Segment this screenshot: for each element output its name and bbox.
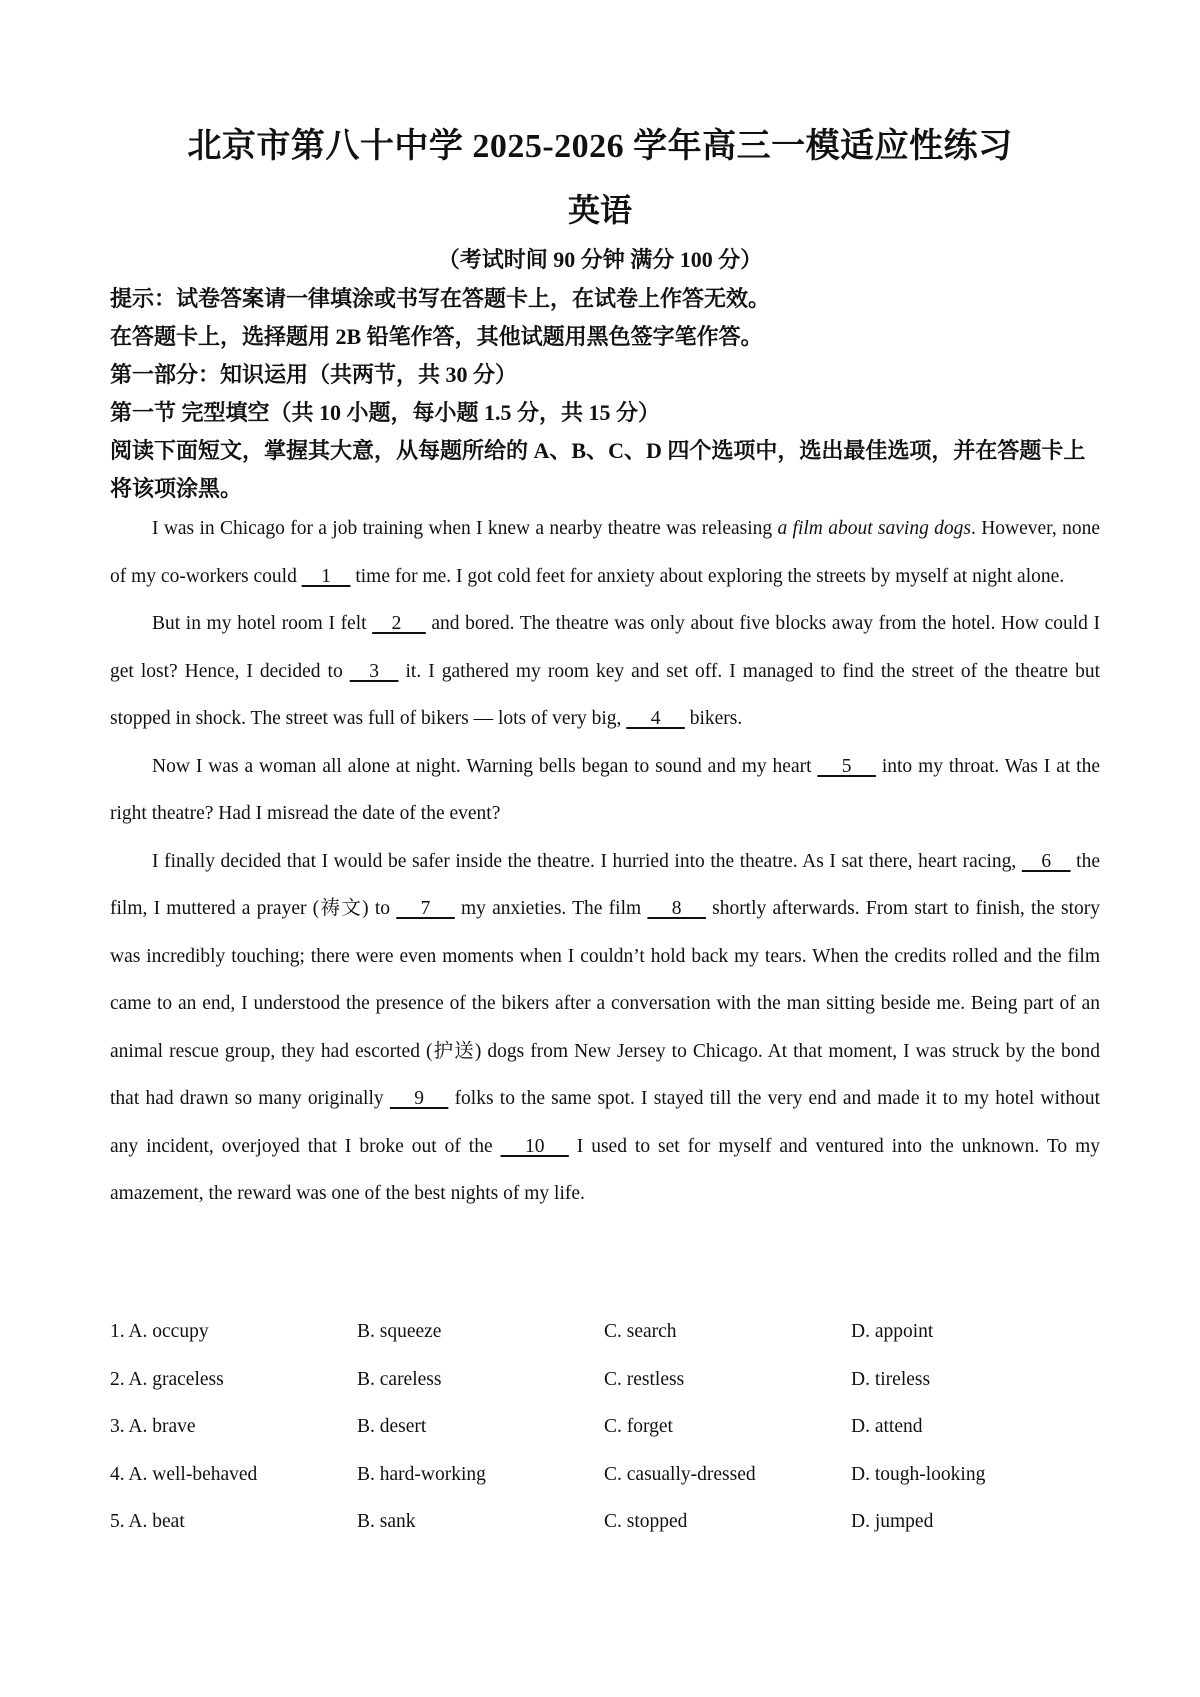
text-run: the film, I muttered a prayer (祷文) to: [110, 850, 1100, 919]
blank-3: 3: [349, 660, 399, 682]
italic-film-title: a film about saving dogs: [777, 518, 971, 539]
answer-options: [110, 1308, 1100, 1546]
option-c: C. stopped: [604, 1511, 688, 1532]
option-b: B. desert: [357, 1416, 427, 1437]
option-d: D. attend: [851, 1416, 923, 1437]
option-b: B. hard-working: [357, 1463, 486, 1485]
option-a: 1. A. occupy: [110, 1321, 209, 1342]
option-c: C. casually-dressed: [604, 1463, 756, 1485]
passage-paragraph-1: [110, 505, 1100, 600]
text-run: into my throat. Was I at the right theatre? Had I misread the date of the event?: [110, 755, 1100, 824]
page-title: 北京市第八十中学 2025-2026 学年高三一模适应性练习: [187, 128, 1013, 165]
question-options-4: [110, 1451, 1100, 1499]
text-run: and bored. The theatre was only about five blocks away from the hotel. How could I get lost? Hence, I decided to: [110, 613, 1101, 682]
passage-paragraph-2: [110, 600, 1100, 743]
exam-info: （考试时间 90 分钟 满分 100 分）: [437, 247, 763, 272]
blank-9: 9: [389, 1088, 449, 1109]
text-run: . However, none of my co-workers could: [110, 518, 1100, 587]
blank-4: 4: [626, 708, 685, 729]
option-a: 4. A. well-behaved: [110, 1463, 258, 1485]
subject-heading: 英语: [567, 192, 632, 228]
text-run: Now I was a woman all alone at night. Warning bells began to sound and my heart: [152, 755, 818, 777]
option-c: C. search: [604, 1321, 677, 1342]
option-a: 2. A. graceless: [110, 1368, 224, 1390]
option-b: B. squeeze: [357, 1321, 442, 1342]
option-a: 3. A. brave: [110, 1416, 196, 1437]
passage-paragraph-4: [110, 838, 1100, 1218]
note-line-1: 提示：试卷答案请一律填涂或书写在答题卡上，在试卷上作答无效。: [110, 286, 771, 311]
text-run: I was in Chicago for a job training when I knew a nearby theatre was releasing: [152, 518, 778, 539]
blank-5: 5: [817, 755, 876, 777]
text-run: I used to set for myself and ventured into the unknown. To my amazement, the reward was one of the best nights of my life.: [110, 1135, 1101, 1204]
question-options-3: [110, 1403, 1100, 1451]
text-run: time for me. I got cold feet for anxiety about exploring the streets by myself at night alone.: [350, 565, 1065, 587]
text-run: folks to the same spot. I stayed till the very end and made it to my hotel without any incident, overjoyed that I broke out of the: [110, 1088, 1100, 1157]
option-b: B. sank: [357, 1511, 416, 1532]
text-run: my anxieties. The film: [454, 898, 648, 919]
section-heading: 第一节 完型填空（共 10 小题，每小题 1.5 分，共 15 分）: [110, 400, 661, 425]
text-run: But in my hotel room I felt: [152, 613, 373, 634]
option-d: D. jumped: [851, 1511, 934, 1532]
instructions-block: [110, 280, 1100, 508]
note-line-2: 在答题卡上，选择题用 2B 铅笔作答，其他试题用黑色签字笔作答。: [110, 324, 763, 349]
option-a: 5. A. beat: [110, 1511, 185, 1532]
text-run: I finally decided that I would be safer inside the theatre. I hurried into the theatre. As I sat there, heart racing,: [152, 850, 1022, 872]
blank-7: 7: [396, 898, 455, 919]
blank-1: 1: [301, 565, 351, 587]
passage-paragraph-3: [110, 743, 1100, 838]
option-d: D. tireless: [851, 1368, 931, 1390]
option-d: D. appoint: [851, 1321, 934, 1342]
question-options-2: [110, 1356, 1100, 1404]
part-heading: 第一部分：知识运用（共两节，共 30 分）: [110, 362, 518, 387]
text-run: shortly afterwards. From start to finish, the story was incredibly touching; there were even moments when I couldn’t hold back my tears. When the credits rolled and the film came to an end, I understood the presence of the bikers after a conversation with the man sitting beside me. Being part of an animal rescue group, they had escorted (护送) dogs from New Jersey to Chicago. At that moment, I was struck by the bond that had drawn so many originally: [110, 898, 1101, 1109]
question-options-1: [110, 1308, 1100, 1356]
blank-8: 8: [647, 898, 706, 919]
cloze-passage: [110, 505, 1100, 1218]
text-run: it. I gathered my room key and set off. I managed to find the street of the theatre but stopped in shock. The street was full of bikers — lots of very big,: [110, 660, 1100, 729]
option-c: C. restless: [604, 1368, 685, 1390]
text-run: bikers.: [684, 708, 743, 729]
question-options-5: [110, 1498, 1100, 1546]
option-d: D. tough-looking: [851, 1463, 986, 1485]
blank-6: 6: [1021, 850, 1071, 872]
option-c: C. forget: [604, 1416, 673, 1437]
blank-2: 2: [372, 613, 426, 634]
option-b: B. careless: [357, 1368, 442, 1390]
blank-10: 10: [500, 1135, 569, 1157]
section-instruction: 阅读下面短文，掌握其大意，从每题所给的 A、B、C、D 四个选项中，选出最佳选项，并在答题卡上将该项涂黑。: [110, 438, 1086, 501]
